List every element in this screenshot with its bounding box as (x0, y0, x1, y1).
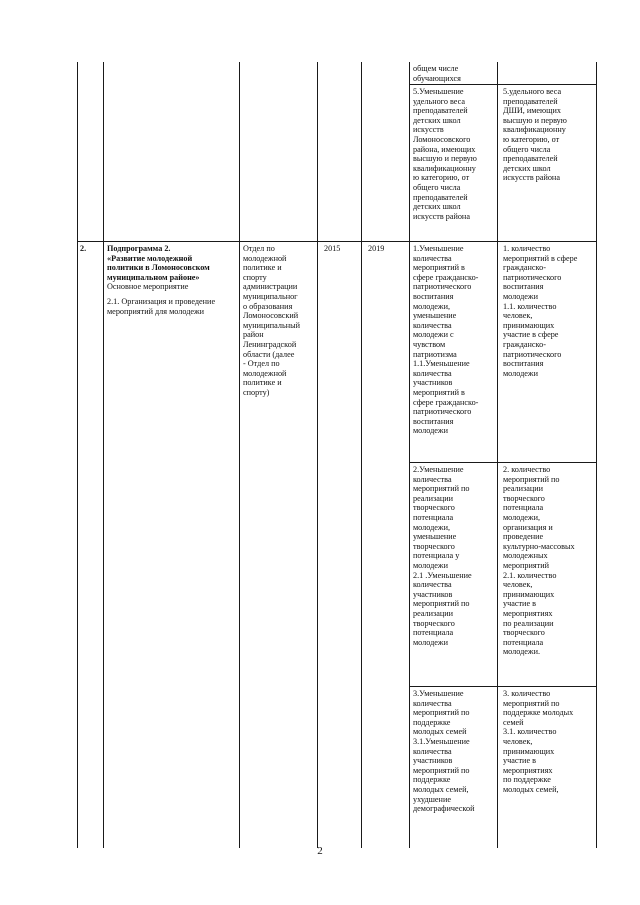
subprogram-title: Подпрограмма 2. «Развитие молодежной политики в Ломоносовском муниципальном районе» (107, 244, 210, 282)
indicator-1-left: 1.Уменьшение количества мероприятий в сфере гражданско- патриотического воспитания молодежи, уменьшение количества молодежи с чувством патриотизма 1.1.Уменьшение количества участников мероприятий в сфере гражданско- патриотического воспитания молодежи (413, 244, 479, 436)
end-year: 2019 (368, 244, 385, 253)
subprogram-body: Основное мероприятие 2.1. Организация и проведение мероприятий для молодежи (107, 282, 216, 316)
start-year: 2015 (324, 244, 341, 253)
table-divider-end (409, 62, 410, 848)
table-divider-executor (317, 62, 318, 848)
indicator-5-left: 5.Уменьшение удельного веса преподавателей детских школ искусств Ломоносовского района, имеющих высшую и первую квалификационну ю категорию, от общего числа преподавателей детских школ искусств района (413, 87, 477, 221)
table-divider-num (103, 62, 104, 848)
row-line-indicator-2 (409, 462, 597, 463)
page-number: 2 (317, 845, 323, 857)
table-divider-start (361, 62, 362, 848)
indicator-2-left: 2.Уменьшение количества мероприятий по реализации творческого потенциала молодежи, уменьшение творческого потенциала у молодежи 2.1 .Уменьшение количества участников мероприятий по реализации творческого потенциала молодежи (413, 465, 472, 647)
indicator-3-right: 3. количество мероприятий по поддержке молодых семей 3.1. количество человек, принимающих участие в мероприятиях по поддержке молодых семей, (503, 689, 574, 794)
indicator-1-right: 1. количество мероприятий в сфере гражданско- патриотического воспитания молодежи 1.1. количество человек, принимающих участие в сфере гражданско- патриотического воспитания молодежи (503, 244, 578, 378)
table-border-right (596, 62, 597, 848)
table-divider-program (239, 62, 240, 848)
subprogram-cell (107, 244, 215, 316)
indicator-2-right: 2. количество мероприятий по реализации творческого потенциала молодежи, организация и проведение культурно-массовых молодежных мероприятий 2.1. количество человек, принимающих участие в мероприятиях по реализации творческого потенциала молодежи. (503, 465, 575, 657)
indicator-3-left: 3.Уменьшение количества мероприятий по поддержке молодых семей 3.1.Уменьшение количества участников мероприятий по поддержке молодых семей, ухудшение демографической (413, 689, 475, 814)
table-divider-indicators (497, 62, 498, 848)
row-line-indicator-3 (409, 686, 597, 687)
row-line-2 (77, 241, 597, 242)
indicator-5-right: 5.удельного веса преподавателей ДШИ, имеющих высшую и первую квалификационну ю категорию, от общего числа преподавателей детских школ искусств района (503, 87, 567, 183)
row-line-cont (409, 84, 597, 85)
cont-cell-left: общем числе обучающихся (413, 64, 461, 83)
table-border-left (77, 62, 78, 848)
executor-cell: Отдел по молодежной политике и спорту администрации муниципальног о образования Ломоносовский муниципальный район Ленинградской области (далее - Отдел по молодежной политике и спорту) (243, 244, 300, 397)
row-number: 2. (80, 244, 87, 253)
